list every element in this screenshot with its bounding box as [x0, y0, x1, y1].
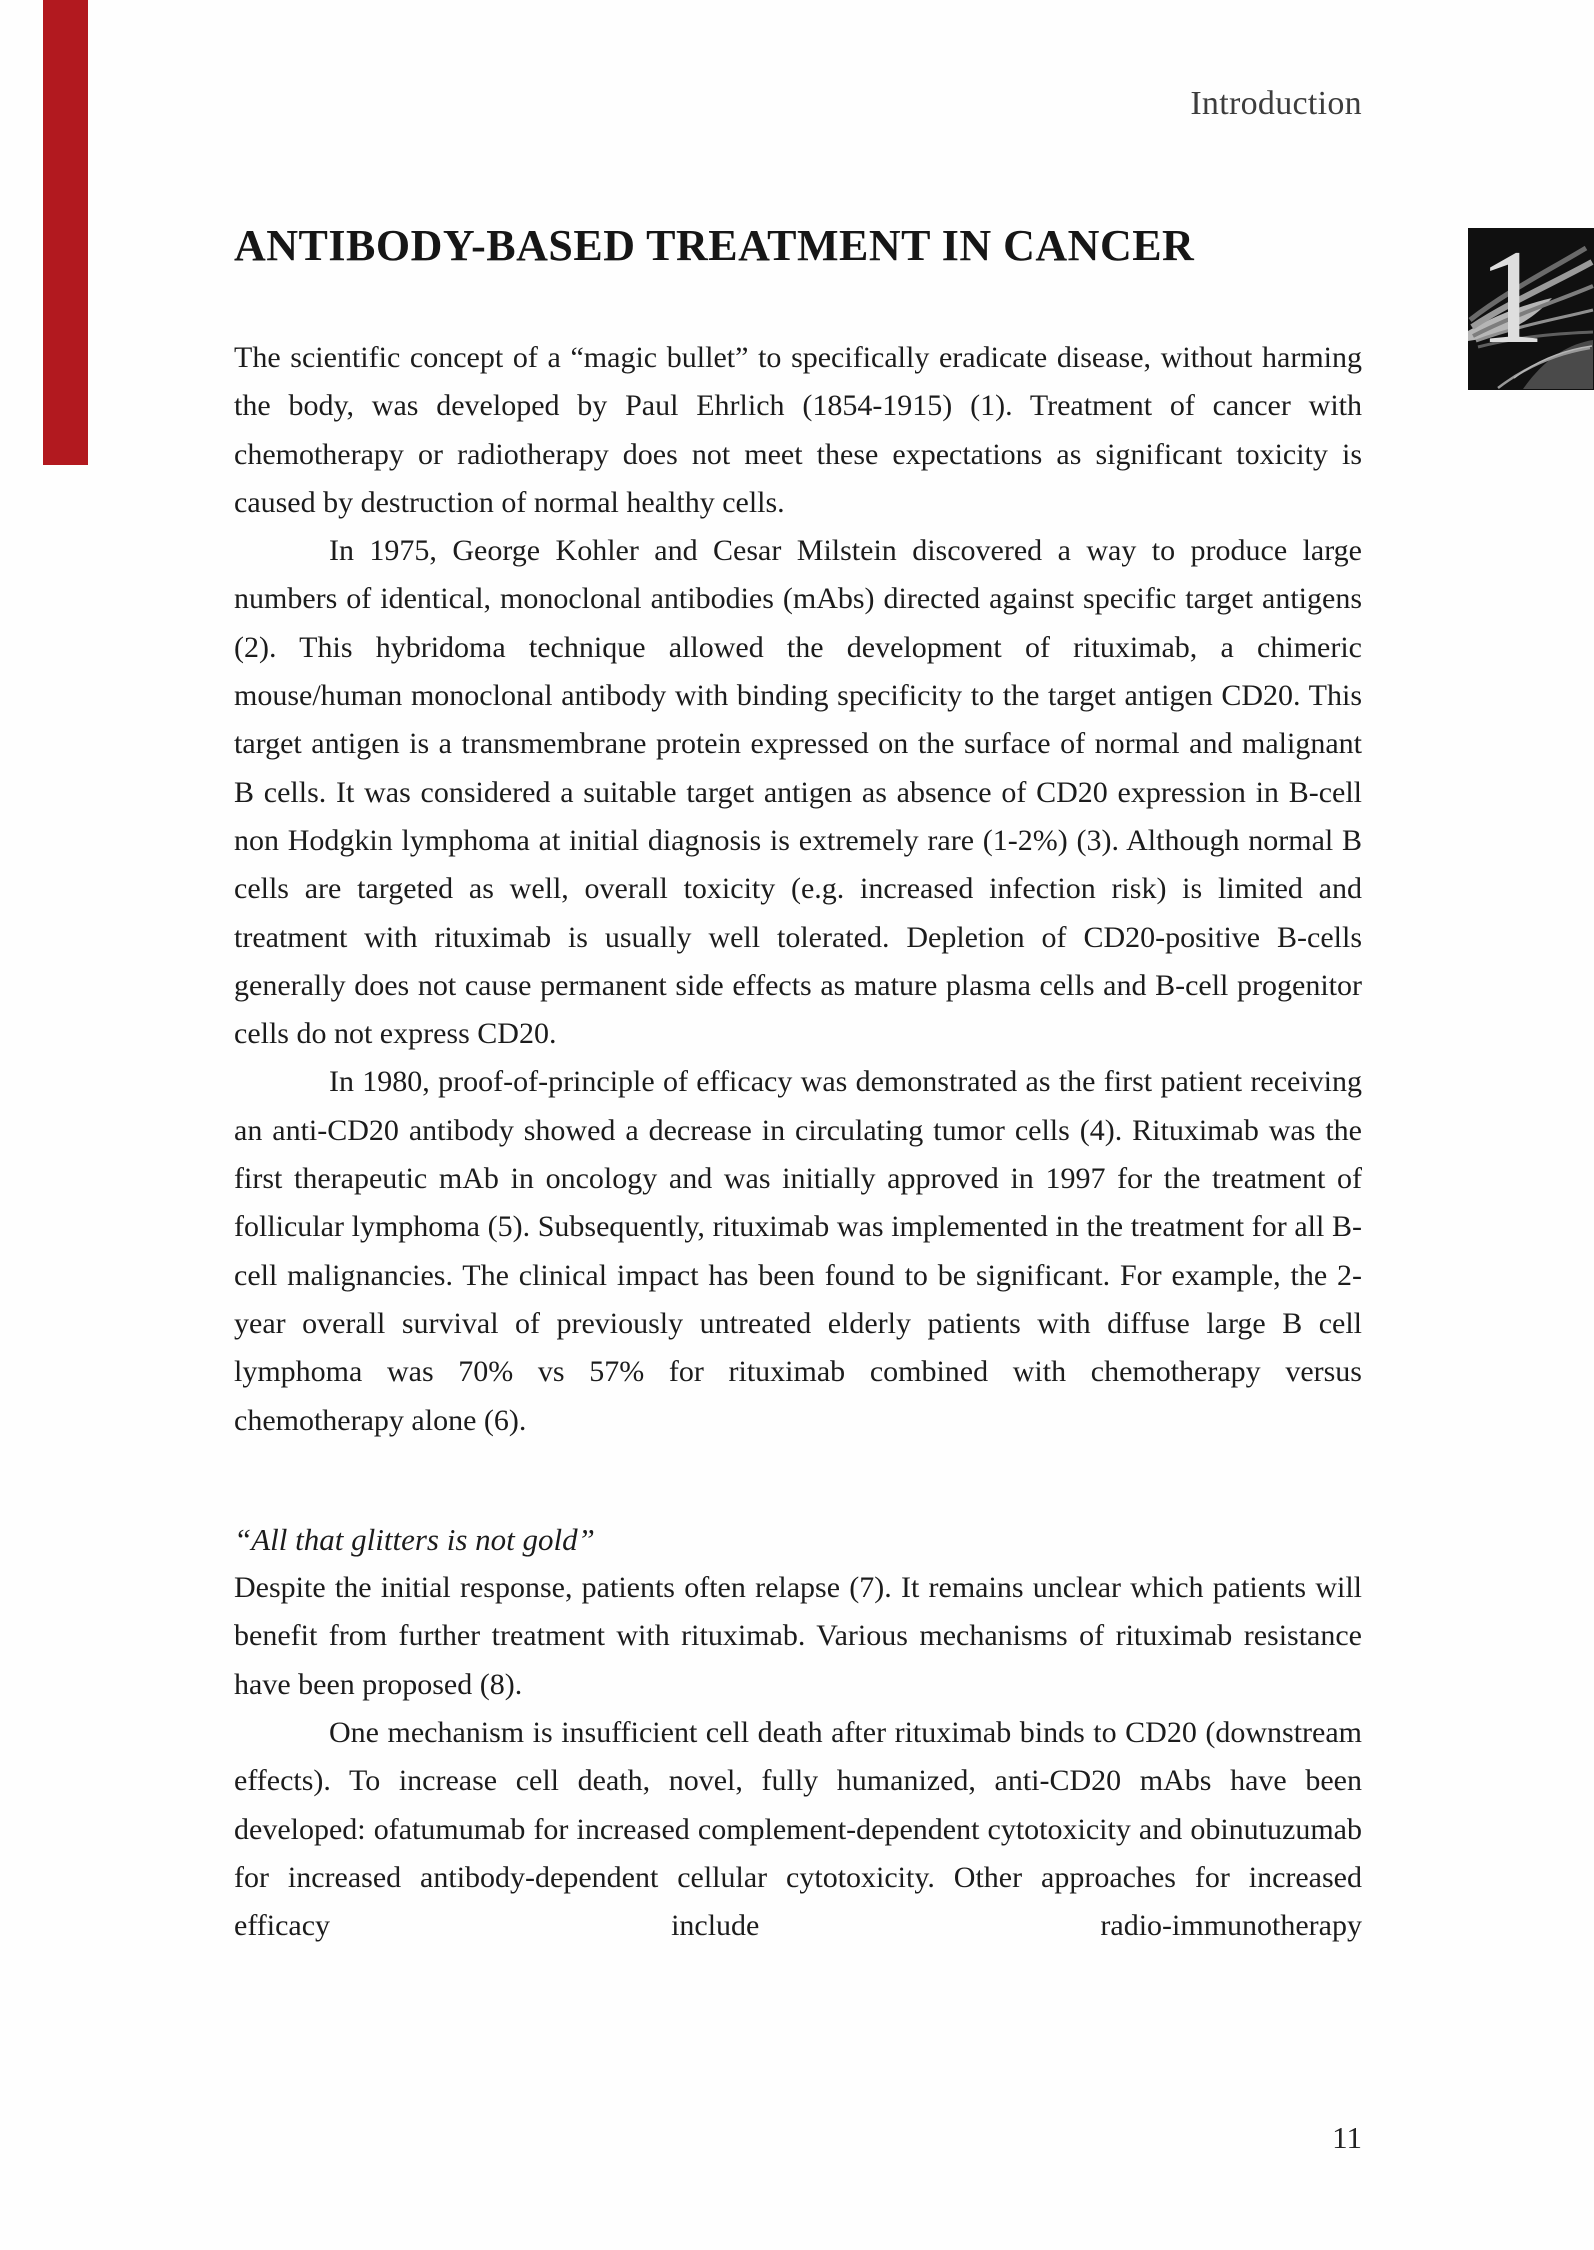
paragraph: One mechanism is insufficient cell death after rituximab binds to CD20 (downstream effects). To increase cell death, novel, fully humanized, anti-CD20 mAbs have been developed: ofatumumab for increased complement-dependent cytotoxicity and obinutuzumab for increased antibody-dependent cellular cytotoxicity. Other approaches for increased efficacy include radio-immunotherapy [234, 1716, 1362, 1943]
paragraph: In 1980, proof-of-principle of efficacy was demonstrated as the first patient receiving an anti-CD20 antibody showed a decrease in circulating tumor cells (4). Rituximab was the first therapeutic mAb in oncology and was initially approved in 1997 for the treatment of follicular lymphoma (5). Subsequently, rituximab was implemented in the treatment for all B-cell malignancies. The clinical impact has been found to be significant. For example, the 2-year overall survival of previously untreated elderly patients with diffuse large B cell lymphoma was 70% vs 57% for rituximab combined with chemotherapy versus chemotherapy alone (6). [234, 1065, 1362, 1437]
paragraph: Despite the initial response, patients often relapse (7). It remains unclear which patients will benefit from further treatment with rituximab. Various mechanisms of rituximab resistance have been proposed (8). [234, 1571, 1362, 1701]
red-accent-bar [43, 0, 88, 465]
chapter-number: 1 [1478, 228, 1546, 372]
body-text [234, 334, 1362, 1951]
page-title: ANTIBODY-BASED TREATMENT IN CANCER [234, 221, 1195, 270]
paragraph: The scientific concept of a “magic bullet” to specifically eradicate disease, without harming the body, was developed by Paul Ehrlich (1854-1915) (1). Treatment of cancer with chemotherapy or radiotherapy does not meet these expectations as significant toxicity is caused by destruction of normal healthy cells. [234, 341, 1362, 519]
chapter-tab [1468, 228, 1594, 390]
paragraph: In 1975, George Kohler and Cesar Milstein discovered a way to produce large numbers of identical, monoclonal antibodies (mAbs) directed against specific target antigens (2). This hybridoma technique allowed the development of rituximab, a chimeric mouse/human monoclonal antibody with binding specificity to the target antigen CD20. This target antigen is a transmembrane protein expressed on the surface of normal and malignant B cells. It was considered a suitable target antigen as absence of CD20 expression in B-cell non Hodgkin lymphoma at initial diagnosis is extremely rare (1-2%) (3). Although normal B cells are targeted as well, overall toxicity (e.g. increased infection risk) is limited and treatment with rituximab is usually well tolerated. Depletion of CD20-positive B-cells generally does not cause permanent side effects as mature plasma cells and B-cell progenitor cells do not express CD20. [234, 534, 1362, 1051]
page-number: 11 [1332, 2120, 1362, 2155]
section-subheading: “All that glitters is not gold” [234, 1521, 595, 1557]
running-header: Introduction [1190, 85, 1362, 122]
